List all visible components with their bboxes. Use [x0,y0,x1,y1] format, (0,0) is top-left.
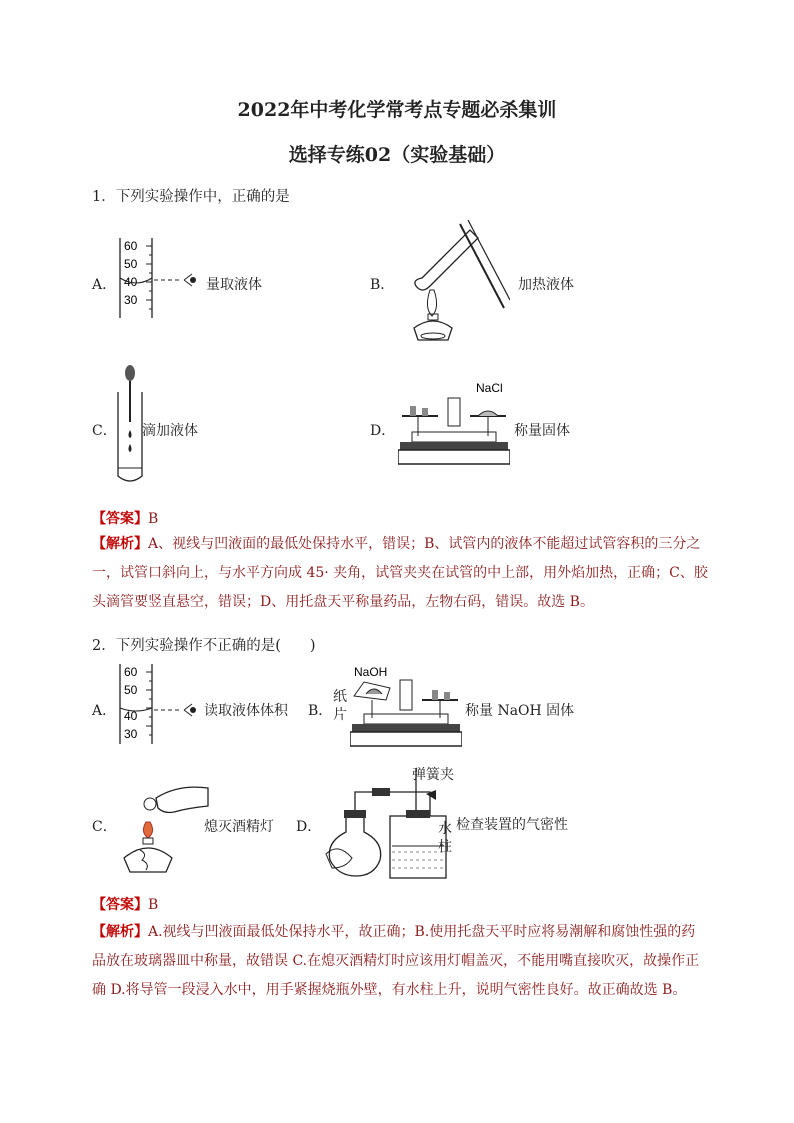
answer-tag: 【答案】 [92,511,148,527]
q2-explanation [92,918,712,1005]
answer-tag: 【答案】 [92,897,148,913]
paper-label-2: 片 [333,707,347,723]
q2-balance-figure [350,662,462,754]
q1-option-b-letter: B． [370,277,395,293]
q1-heating-figure [398,218,510,348]
tick-label: 50 [124,683,138,697]
q1-option-a-caption: 量取液体 [206,277,262,293]
q2-option-c-letter: C． [92,819,117,835]
balance-base [400,442,508,450]
dropper-bulb [125,365,135,381]
tick-label: 30 [124,727,138,741]
q1-cylinder-figure [112,236,202,320]
q2-option-b-caption: 称量 NaOH 固体 [465,703,575,719]
water-label-2: 柱 [438,839,452,855]
explain-line: 一，试管口斜向上，与水平方向成 45· 夹角，试管夹夹在试管的中上部，用外焰加热，正确；C、胶 [92,565,708,581]
water-label-1: 水 [438,821,452,837]
q2-cylinder-figure [112,662,202,746]
q1-balance-figure [398,378,510,474]
tube-holder [460,224,504,308]
balance-base [352,724,460,732]
paper-label-1: 纸 [333,689,347,705]
page-title: 2022年中考化学常考点专题必杀集训 [237,99,557,121]
tick-label: 40 [124,709,138,723]
q1-option-d-caption: 称量固体 [514,423,570,439]
q1-option-b-caption: 加热液体 [518,277,574,293]
tick-label: 60 [124,239,138,253]
explain-tag: 【解析】 [92,924,148,940]
hand-icon [156,787,208,812]
q2-option-b-letter: B． [308,703,333,719]
q2-option-a-letter: A． [92,703,117,719]
q1-option-c-caption: 滴加液体 [142,423,198,439]
q1-option-a-letter: A． [92,277,117,293]
alcohol-lamp [414,321,452,340]
explain-line: 确 D.将导管一段浸入水中，用手紧握烧瓶外壁，有水柱上升，说明气密性良好。故正确故选 B。 [92,982,687,998]
explain-tag: 【解析】 [92,536,148,552]
q2-option-d-letter: D． [296,819,322,835]
explain-line: A.视线与凹液面最低处保持水平，故正确；B.使用托盘天平时应将易潮解和腐蚀性强的药 [148,924,696,940]
page-subtitle: 选择专练02（实验基础） [288,144,506,166]
tick-label: 50 [124,257,138,271]
weighed-solid [478,411,498,416]
explain-line: 头滴管要竖直悬空，错误；D、用托盘天平称量药品，左物右码，错误。故选 B。 [92,594,594,610]
q2-option-c-caption: 熄灭酒精灯 [204,819,274,835]
tick-label: 60 [124,665,138,679]
q2-option-a-caption: 读取液体体积 [204,703,288,719]
q1-option-c-letter: C． [92,423,117,439]
rubber-tube [372,788,390,796]
flame-icon [427,290,436,316]
alcohol-lamp [124,848,172,872]
question-2-stem: 2．下列实验操作不正确的是( ) [92,638,316,654]
naoh-label: NaOH [354,665,388,679]
q2-answer [92,894,158,914]
flame-icon [143,822,152,838]
q1-option-d-letter: D． [370,423,396,439]
tick-label: 40 [124,275,138,289]
q1-explanation [92,530,712,617]
nacl-label: NaCl [476,381,503,395]
q1-answer [92,508,158,528]
answer-value: B [148,511,159,527]
balance-scale [364,714,448,724]
question-1-stem: 1．下列实验操作中，正确的是 [92,189,290,205]
explain-line: A、视线与凹液面的最低处保持水平，错误；B、试管内的液体不能超过试管容积的三分之 [148,536,701,552]
balance-scale [412,432,496,442]
q2-option-d-caption: 检查装置的气密性 [456,817,568,833]
flask [329,816,380,876]
tick-label: 30 [124,293,138,307]
q2-lamp-figure [118,778,210,876]
explain-line: 品放在玻璃器皿中称量，故错误 C.在熄灭酒精灯时应该用灯帽盖灭，不能用嘴直接吹灭，故操作正 [92,953,700,969]
spring-clip-label: 弹簧夹 [412,767,454,783]
answer-value: B [148,897,159,913]
